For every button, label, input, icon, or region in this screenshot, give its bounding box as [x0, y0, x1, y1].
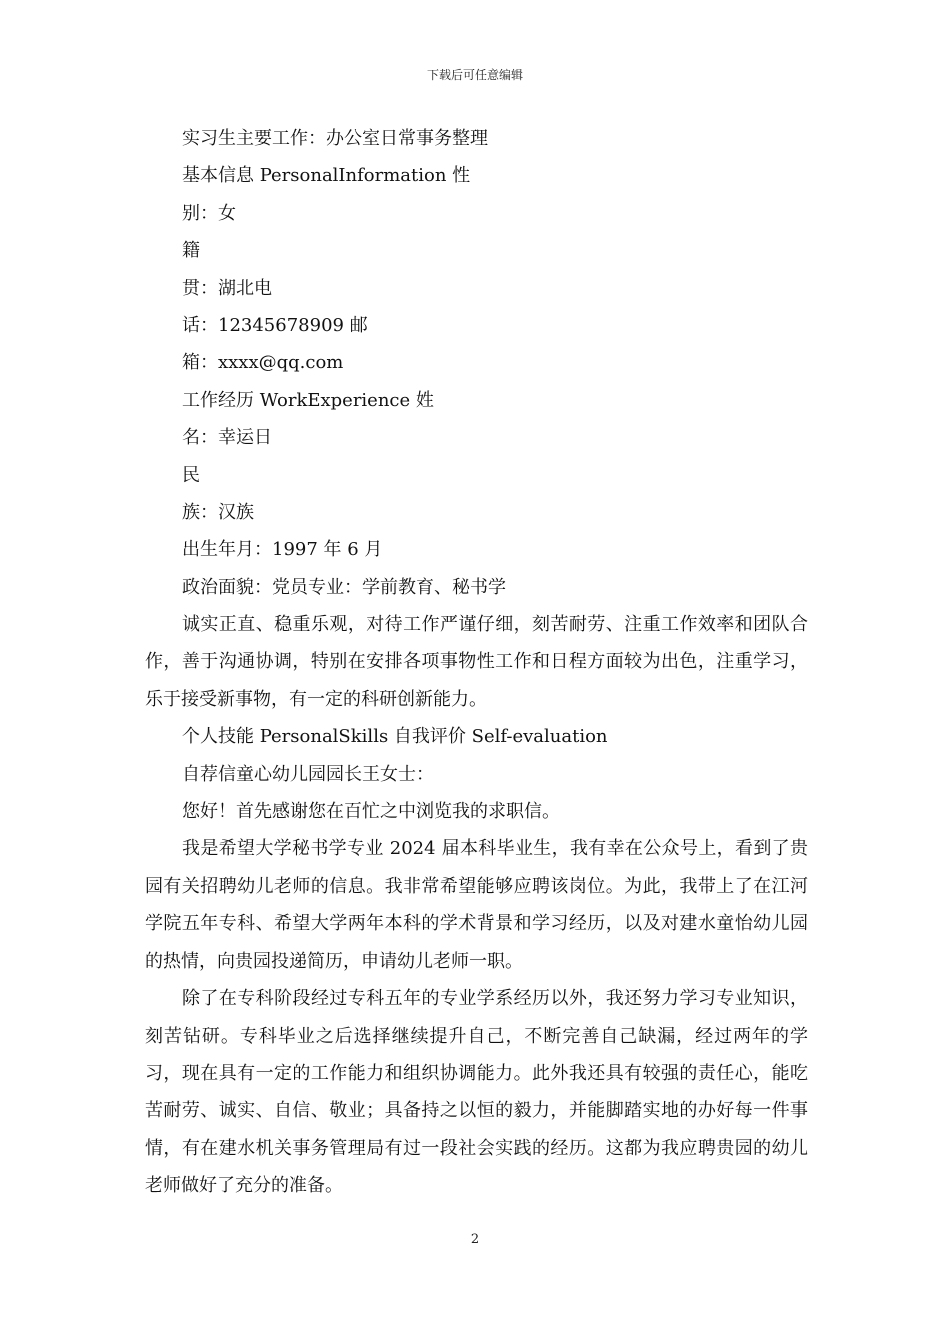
ethnicity-label: 民	[182, 464, 200, 486]
birth-date-line: 出生年月：1997 年 6 月	[182, 539, 383, 561]
cover-letter-paragraph-2: 除了在专科阶段经过专科五年的专业学系经历以外，我还努力学习专业知识，刻苦钻研。专科毕业之后选择继续提升自己，不断完善自己缺漏，经过两年的学习，现在具有一定的工作能力和组织协调能力。此外我还具有较强的责任心，能吃苦耐劳、诚实、自信、敬业；具备持之以恒的毅力，并能脚踏实地的办好每一件事情，有在建水机关事务管理局有过一段社会实践的经历。这都为我应聘贵园的幼儿老师做好了充分的准备。	[145, 988, 808, 1197]
native-place-line: 贯：湖北电	[182, 277, 272, 299]
basic-info-heading: 基本信息 PersonalInformation 性	[182, 165, 471, 187]
internship-work-line: 实习生主要工作：办公室日常事务整理	[182, 128, 488, 149]
cover-letter-paragraph-1: 我是希望大学秘书学专业 2024 届本科毕业生，我有幸在公众号上，看到了贵园有关招聘幼儿老师的信息。我非常希望能够应聘该岗位。为此，我带上了在江河学院五年专科、希望大学两年本科的学术背景和学习经历，以及对建水童怡幼儿园的热情，向贵园投递简历，申请幼儿老师一职。	[145, 838, 808, 972]
self-intro-paragraph: 诚实正直、稳重乐观，对待工作严谨仔细，刻苦耐劳、注重工作效率和团队合作，善于沟通协调，特别在安排各项事物性工作和日程方面较为出色，注重学习，乐于接受新事物，有一定的科研创新能力。	[145, 614, 808, 710]
political-status-line: 政治面貌：党员专业：学前教育、秘书学	[182, 576, 506, 598]
phone-line: 话：12345678909 邮	[182, 314, 368, 336]
cover-letter-salutation: 自荐信童心幼儿园园长王女士：	[182, 763, 434, 785]
gender-line: 别：女	[182, 202, 236, 224]
page-number: 2	[470, 1232, 480, 1247]
work-experience-heading: 工作经历 WorkExperience 姓	[182, 389, 434, 411]
cover-letter-greeting: 您好！首先感谢您在百忙之中浏览我的求职信。	[182, 801, 560, 823]
native-place-label: 籍	[182, 240, 200, 262]
skills-heading: 个人技能 PersonalSkills 自我评价 Self-evaluation	[182, 726, 608, 748]
ethnicity-line: 族：汉族	[182, 501, 254, 523]
email-line: 箱：xxxx@qq.com	[182, 352, 344, 374]
document-body	[145, 120, 808, 1205]
name-line: 名：幸运日	[182, 427, 272, 449]
page-header: 下载后可任意编辑	[426, 68, 523, 82]
